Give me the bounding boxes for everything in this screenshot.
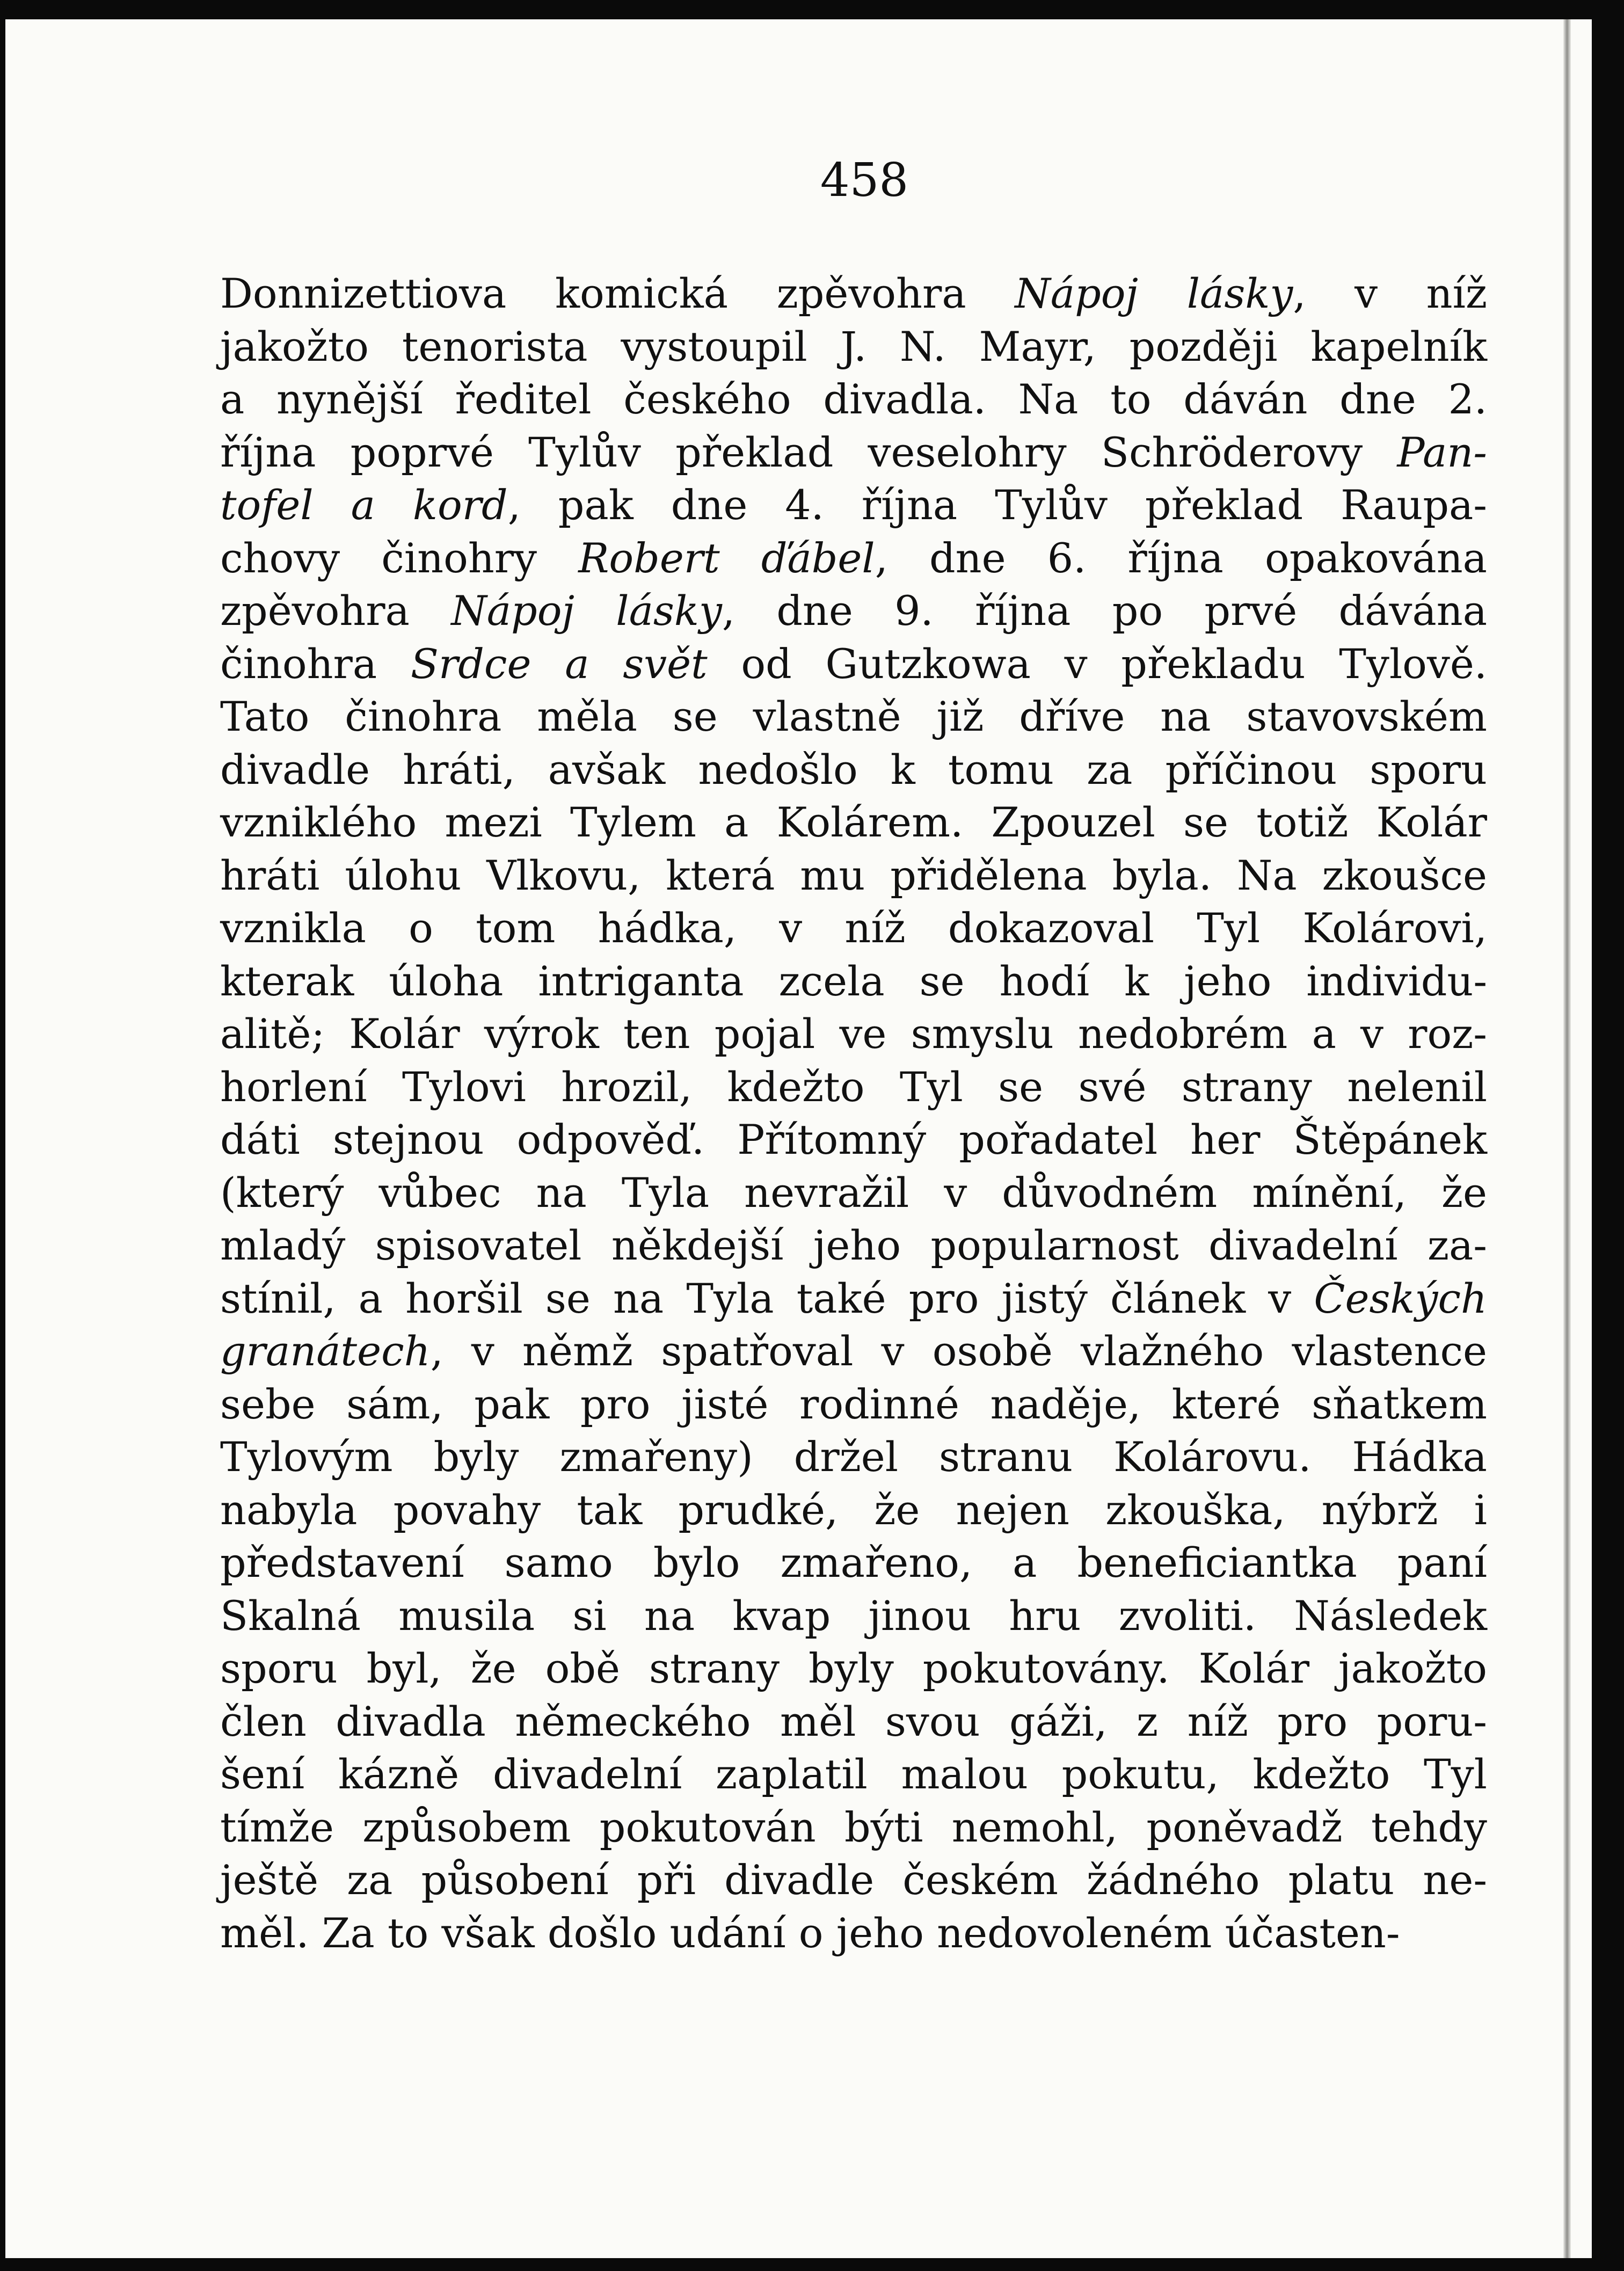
text-line — [220, 1801, 1487, 1854]
italic-title-segment: tofel a kord — [220, 481, 508, 529]
scan-border-right — [1592, 0, 1624, 2271]
text-line — [220, 479, 1487, 532]
italic-title-segment: Pan- — [1397, 428, 1487, 476]
scan-border-top — [0, 0, 1624, 19]
text-line — [220, 1484, 1487, 1537]
text-line — [220, 690, 1487, 744]
text-line — [220, 1590, 1487, 1643]
text-line — [220, 1272, 1487, 1326]
text-segment: dáti stejnou odpověď. Přítomný pořadatel her Štěpánek — [220, 1116, 1487, 1163]
text-line — [220, 902, 1487, 955]
text-segment: Tato činohra měla se vlastně již dříve na stavovském — [220, 693, 1487, 740]
text-segment: člen divadla německého měl svou gáži, z níž pro poru- — [220, 1697, 1487, 1745]
text-line — [220, 426, 1487, 479]
text-segment: vznikla o tom hádka, v níž dokazoval Tyl Kolárovi, — [220, 904, 1487, 952]
text-line — [220, 321, 1487, 374]
text-segment: Tylovým byly zmařeny) držel stranu Kolárovu. Hádka — [220, 1433, 1487, 1481]
text-segment: divadle hráti, avšak nedošlo k tomu za příčinou sporu — [220, 745, 1487, 794]
text-segment: Donnizettiova komická zpěvohra — [220, 270, 1015, 317]
text-line — [220, 1748, 1487, 1801]
text-segment: , v níž — [1293, 270, 1487, 317]
text-segment: Skalná musila si na kvap jinou hru zvoliti. Následek — [220, 1591, 1487, 1640]
text-segment: představení samo bylo zmařeno, a beneficiantka paní — [220, 1539, 1487, 1586]
text-segment: , pak dne 4. října Tylův překlad Raupa- — [507, 481, 1487, 529]
text-line — [220, 1008, 1487, 1061]
text-segment: nabyla povahy tak prudké, že nejen zkouška, nýbrž i — [220, 1486, 1487, 1534]
text-segment: činohra — [220, 639, 411, 688]
italic-title-segment: Robert ďábel — [578, 534, 875, 582]
text-segment: , dne 6. října opakována — [875, 534, 1487, 582]
page-number: 458 — [820, 154, 909, 207]
text-line — [220, 1325, 1487, 1378]
text-segment: , v němž spatřoval v osobě vlažného vlastence — [430, 1327, 1487, 1375]
text-segment: a nynější ředitel českého divadla. Na to dáván dne 2. — [220, 375, 1487, 423]
text-line — [220, 638, 1487, 691]
text-line — [220, 1219, 1487, 1272]
italic-title-segment: Srdce a svět — [410, 639, 708, 688]
text-segment: kterak úloha intriganta zcela se hodí k jeho individu- — [220, 957, 1487, 1005]
body-text — [220, 267, 1487, 1960]
text-segment: tímže způsobem pokutován býti nemohl, poněvadž tehdy — [220, 1803, 1487, 1851]
text-segment: sporu byl, že obě strany byly pokutovány. Kolár jakožto — [220, 1644, 1487, 1692]
scan-border-left — [0, 0, 5, 2271]
text-segment: mladý spisovatel někdejší jeho popularnost divadelní za- — [220, 1221, 1487, 1269]
text-segment: vzniklého mezi Tylem a Kolárem. Zpouzel se totiž Kolár — [220, 798, 1487, 846]
text-line — [220, 1113, 1487, 1167]
text-line — [220, 373, 1487, 426]
text-segment: sebe sám, pak pro jisté rodinné naděje, které sňatkem — [220, 1380, 1487, 1428]
text-segment: hráti úlohu Vlkovu, která mu přidělena byla. Na zkoušce — [220, 851, 1487, 899]
text-line — [220, 1378, 1487, 1431]
text-segment: ještě za působení při divadle českém žádného platu ne- — [220, 1856, 1487, 1904]
italic-title-segment: Nápoj lásky — [451, 587, 722, 635]
text-line — [220, 1642, 1487, 1695]
text-segment: měl. Za to však došlo udání o jeho nedovoleném účasten- — [220, 1909, 1400, 1957]
text-line — [220, 849, 1487, 902]
text-segment: chovy činohry — [220, 534, 579, 582]
text-segment: horlení Tylovi hrozil, kdežto Tyl se své strany nelenil — [220, 1062, 1487, 1111]
text-line — [220, 1167, 1487, 1220]
text-segment: alitě; Kolár výrok ten pojal ve smyslu nedobrém a v roz- — [220, 1010, 1487, 1058]
text-segment: , dne 9. října po prvé dávána — [722, 587, 1488, 635]
text-segment: jakožto tenorista vystoupil J. N. Mayr, později kapelník — [220, 322, 1487, 370]
text-line — [220, 1537, 1487, 1590]
page-gutter-line — [1563, 19, 1571, 2258]
text-line — [220, 267, 1487, 321]
italic-title-segment: Nápoj lásky — [1015, 270, 1293, 317]
text-segment: (který vůbec na Tyla nevražil v důvodném mínění, že — [220, 1168, 1487, 1217]
italic-title-segment: granátech — [220, 1327, 431, 1375]
text-line — [220, 796, 1487, 849]
text-line — [220, 1431, 1487, 1484]
text-line — [220, 1907, 1487, 1960]
text-segment: stínil, a horšil se na Tyla také pro jistý článek v — [220, 1274, 1314, 1322]
text-segment: šení kázně divadelní zaplatil malou pokutu, kdežto Tyl — [220, 1750, 1487, 1798]
text-segment: od Gutzkowa v překladu Tylově. — [707, 639, 1488, 688]
text-line — [220, 532, 1487, 585]
italic-title-segment: Českých — [1314, 1274, 1487, 1322]
text-line — [220, 585, 1487, 638]
book-page — [5, 19, 1592, 2258]
text-line — [220, 1061, 1487, 1114]
text-segment: zpěvohra — [220, 587, 451, 635]
scan-border-bottom — [0, 2258, 1624, 2271]
text-line — [220, 1695, 1487, 1749]
text-line — [220, 1854, 1487, 1907]
text-line — [220, 744, 1487, 797]
text-line — [220, 955, 1487, 1008]
text-segment: října poprvé Tylův překlad veselohry Schröderovy — [220, 428, 1397, 476]
